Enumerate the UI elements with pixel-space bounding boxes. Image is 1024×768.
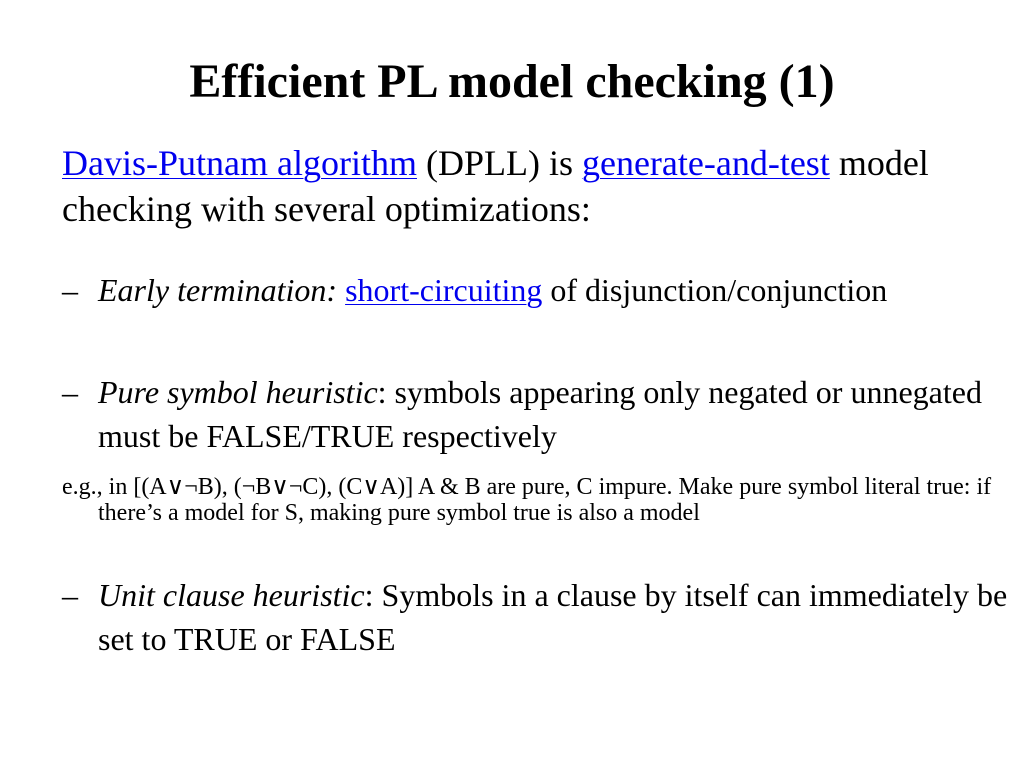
bullet-text: : Symbols in a clause by itself can immediately be set to TRUE or FALSE [98, 577, 1008, 657]
short-circuiting-link[interactable]: short-circuiting [345, 272, 543, 308]
bullet-unit-clause [62, 573, 1024, 661]
bullet-label: Early termination: [98, 272, 338, 308]
slide-title: Efficient PL model checking (1) [189, 55, 835, 108]
bullet-text: : symbols appearing only negated or unnegated must be FALSE/TRUE respectively [98, 374, 982, 454]
generate-and-test-link[interactable]: generate-and-test [581, 143, 830, 183]
bullet-text: of disjunction/conjunction [542, 272, 888, 308]
davis-putnam-link[interactable]: Davis-Putnam algorithm [62, 143, 417, 183]
bullet-space [337, 272, 345, 308]
bullet-pure-symbol [62, 370, 1024, 458]
bullet-dash: – [62, 577, 78, 613]
intro-text-1: (DPLL) is [416, 143, 582, 183]
bullet-label: Pure symbol heuristic [98, 374, 378, 410]
bullet-dash: – [62, 272, 78, 308]
bullet-dash: – [62, 374, 78, 410]
intro-paragraph [62, 140, 1002, 232]
bullet-label: Unit clause heuristic [98, 577, 365, 613]
intro-text-2: model checking with several optimizations: [62, 143, 929, 229]
bullet-early-termination [62, 268, 1024, 312]
example-note: e.g., in [(A∨¬B), (¬B∨¬C), (C∨A)] A & B are pure, C impure. Make pure symbol literal true: if there’s a model for S, making pure symbol true is also a model [62, 474, 992, 526]
